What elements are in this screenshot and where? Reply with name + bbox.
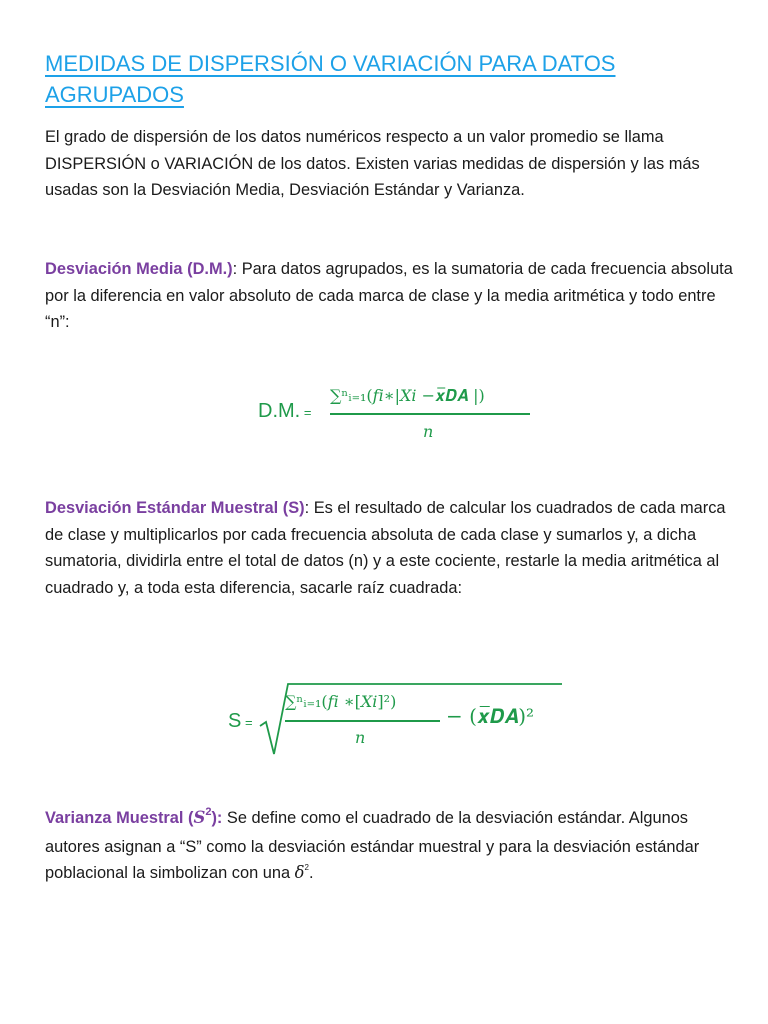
title-text: MEDIDAS DE DISPERSIÓN O VARIACIÓN PARA DATOS AGRUPADOS xyxy=(45,51,616,107)
dm-text: : Para datos agrupados, es la sumatoria de cada frecuencia absoluta por la diferencia en valor absoluto de cada marca de clase y la media aritmética y todo entre “n”: xyxy=(45,260,733,331)
s-minus-term: − (𝒙̅𝑫𝑨)² xyxy=(446,704,535,728)
var-text: Se define como el cuadrado de la desviación estándar. Algunos autores asignan a “S” como la desviación estándar muestral y para la desviación estándar poblacional la simbolizan con una xyxy=(45,809,700,882)
s-text: : Es el resultado de calcular los cuadrados de cada marca de clase y multiplicarlos por cada frecuencia absoluta de cada clase y sumarlos y, a dicha sumatoria, dividirla entre el total de datos (n) y a este cociente, restarle la media aritmética al cuadrado y, a toda esta diferencia, sacarle raíz cuadrada: xyxy=(45,499,726,597)
s-denominator: 𝑛 xyxy=(355,728,366,747)
intro-paragraph: El grado de dispersión de los datos numéricos respecto a un valor promedio se llama DISPERSIÓN o VARIACIÓN de los datos. Existen varias medidas de dispersión y las más usadas son la Desviación Media, Desviación Estándar y Varianza. xyxy=(45,128,700,199)
page-title xyxy=(45,48,685,110)
dm-formula-lead: D.M. = xyxy=(258,400,312,422)
s-fraction-bar xyxy=(285,720,440,722)
var-paragraph: Varianza Muestral $(S^2)$: Se define como el cuadrado de la desviación estándar. Algunos autores asignan a “S” como la desviación estándar muestral y para la desviación estándar poblacional la simbolizan con una $\delta^2$. xyxy=(45,806,700,882)
dm-fraction-bar xyxy=(330,413,530,415)
dm-denominator: 𝑛 xyxy=(423,422,434,441)
s-label: Desviación Estándar Muestral (S) xyxy=(45,499,305,517)
dm-paragraph xyxy=(45,256,735,336)
dm-formula xyxy=(258,386,548,446)
s-formula xyxy=(228,680,568,760)
var-label: Varianza Muestral $(S^2)$: xyxy=(45,806,223,827)
s-formula-lead: S = xyxy=(228,710,253,732)
s-numerator: ∑ⁿᵢ₌₁(𝑓𝑖 ∗[𝑋𝑖]²) xyxy=(285,692,397,711)
s-paragraph xyxy=(45,495,735,601)
delta-symbol: δ xyxy=(294,863,305,882)
dm-label: Desviación Media (D.M.) xyxy=(45,260,233,278)
dm-numerator: ∑ⁿᵢ₌₁(𝑓𝑖∗|𝑋𝑖 −𝒙̅𝑫𝑨 |) xyxy=(330,386,485,405)
